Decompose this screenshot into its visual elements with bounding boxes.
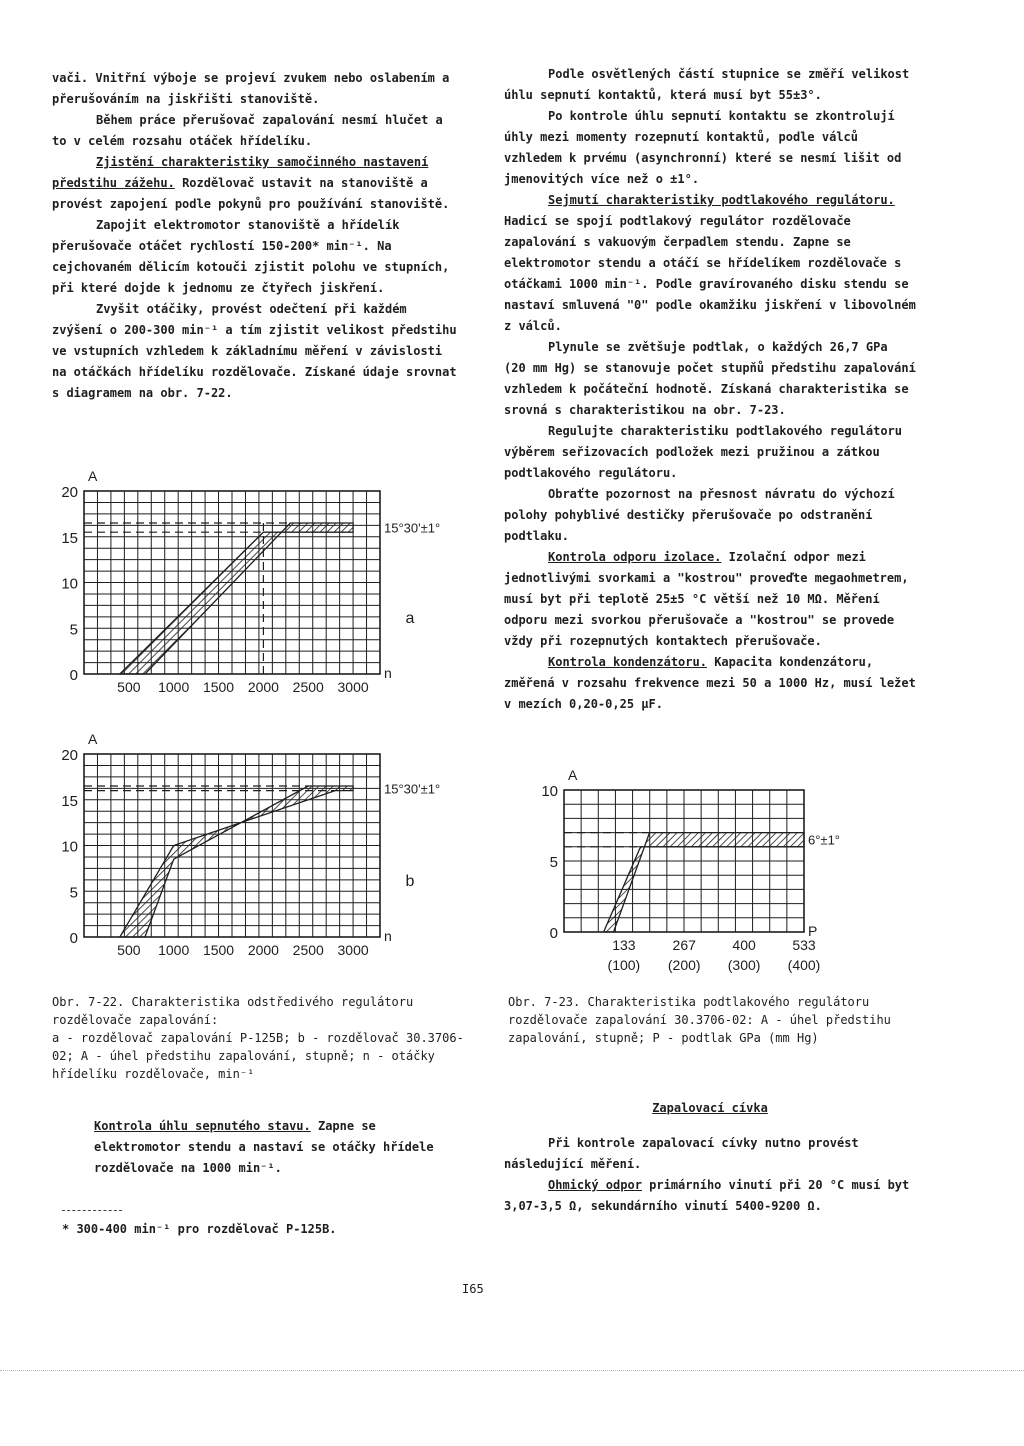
- chart-vacuum: [520, 767, 900, 980]
- right-paragraph-8-text: Kapacita kondenzátoru, změřená v rozsahu frekvence mezi 50 a 1000 Hz, musí ležet v mezích 0,20-0,25 µF.: [504, 655, 916, 711]
- bottom-left-paragraph: [94, 1116, 464, 1179]
- x-tick-label: 400: [732, 937, 756, 953]
- section-title-insulation: Kontrola odporu izolace.: [548, 550, 722, 564]
- bottom-right-paragraph-2-text: primárního vinutí při 20 °C musí byt 3,07-3,5 Ω, sekundárního vinutí 5400-9200 Ω.: [504, 1178, 910, 1213]
- x-tick-label: 500: [117, 679, 141, 695]
- right-paragraph-6: Obraťte pozornost na přesnost návratu do výchozí polohy pohyblivé destičky přerušovače po odstranění podtlaku.: [504, 487, 895, 543]
- y-tick-label: 20: [61, 484, 78, 501]
- y-tick-label: 5: [69, 884, 78, 902]
- x-tick-label: 1500: [202, 942, 235, 958]
- chart-grid: [564, 790, 804, 932]
- x-tick-label-mmhg: (400): [787, 957, 821, 973]
- x-axis-label: n: [384, 928, 392, 944]
- x-axis-label: P: [808, 923, 818, 939]
- x-tick-label: 3000: [337, 679, 369, 695]
- right-column: [504, 64, 916, 715]
- y-tick-label: 5: [549, 854, 558, 871]
- left-paragraph-3-text: Rozdělovač ustavit na stanoviště a provést zapojení podle pokynů pro používání stanoviště.: [52, 176, 450, 211]
- x-tick-label-mmhg: (100): [607, 957, 641, 973]
- x-axis-label: n: [384, 665, 392, 681]
- section-title-coil: Zapalovací cívka: [652, 1101, 768, 1115]
- bottom-scan-line: [0, 1370, 1024, 1371]
- right-paragraph-5: Regulujte charakteristiku podtlakového regulátoru výběrem seřizovacích podložek mezi pružinou a zátkou podtlakového regulátoru.: [504, 424, 903, 480]
- y-tick-label: 5: [69, 621, 78, 639]
- x-tick-label: 1500: [202, 679, 235, 695]
- section-title-ohmic: Ohmický odpor: [548, 1178, 642, 1192]
- section-title-vacuum: Sejmutí charakteristiky podtlakového regulátoru.: [548, 193, 895, 207]
- right-paragraph-7-text: Izolační odpor mezi jednotlivými svorkami a "kostrou" proveďte megaohmetrem, musí byt při teplotě 25±5 °C větší než 10 MΩ. Měření odporu mezi svorkou přerušovače a "kostrou" se provede vždy při rozepnutých kontaktech přerušovače.: [504, 550, 909, 648]
- y-tick-label: 10: [541, 783, 558, 800]
- right-paragraph-3-text: Hadicí se spojí podtlakový regulátor rozdělovače zapalování s vakuovým čerpadlem stendu. Zapne se elektromotor stendu a otáčí se hřídelíkem rozdělovače s otáčkami 1000 min⁻¹. Podle gravírovaného disku stendu se nastaví smluvená "0" podle okamžiku jiskření v libovolném z válců.: [504, 214, 916, 333]
- bottom-left-block: [94, 1116, 464, 1179]
- section-title-centrifugal: Zjistění charakteristiky samočinného nastavení předstihu zážehu.: [52, 155, 429, 190]
- left-paragraph-5: Zvyšit otáčiky, provést odečtení při každém zvýšení o 200-300 min⁻¹ a tím zjistit velikost předstihu ve vstupních vzhledem k základnímu měření v závislosti na otáčkách hřídelíku rozdělovače. Získané údaje srovnat s diagramem na obr. 7-22.: [52, 302, 457, 400]
- x-tick-label: 267: [672, 937, 696, 953]
- bottom-right-paragraph-2: [504, 1175, 916, 1217]
- x-tick-label: 2500: [292, 942, 324, 958]
- section-heading-coil: [504, 1098, 916, 1119]
- footnote: * 300-400 min⁻¹ pro rozdělovač P-125B.: [62, 1222, 337, 1236]
- left-paragraph-3: [52, 152, 460, 215]
- right-paragraph-7: [504, 547, 916, 652]
- y-tick-label: 0: [69, 930, 78, 947]
- chart-panel-label: a: [405, 609, 415, 627]
- section-title-capacitor: Kontrola kondenzátoru.: [548, 655, 707, 669]
- x-tick-label: 2000: [247, 942, 279, 958]
- y-tick-label: 0: [69, 667, 78, 684]
- chart-centrifugal-b: [40, 732, 480, 982]
- caption-fig-7-22-line1: Obr. 7-22. Charakteristika odstředivého regulátoru rozdělovače zapalování:: [52, 995, 414, 1027]
- y-axis-label: A: [88, 468, 98, 484]
- x-tick-label-mmhg: (300): [727, 957, 761, 973]
- x-tick-label: 3000: [337, 942, 369, 958]
- y-tick-label: 20: [61, 747, 78, 764]
- y-axis-label: A: [568, 767, 578, 783]
- right-paragraph-8: [504, 652, 916, 715]
- x-tick-label: 2500: [292, 679, 324, 695]
- x-tick-label: 500: [117, 942, 141, 958]
- y-tick-label: 0: [549, 925, 558, 942]
- right-paragraph-4: Plynule se zvětšuje podtlak, o každých 26,7 GPa (20 mm Hg) se stanovuje počet stupňů předstihu zapalování vzhledem k počáteční hodnotě. Získaná charakteristika se srovná s charakteristikou na obr. 7-23.: [504, 340, 916, 417]
- chart-panel-label: b: [405, 872, 415, 890]
- chart-band: [604, 833, 804, 932]
- chart-annotation: 15°30'±1°: [384, 781, 441, 797]
- caption-fig-7-22-line2: a - rozdělovač zapalování P-125B; b - rozdělovač 30.3706-02; A - úhel předstihu zapalování, stupně; n - otáčky hřídelíku rozdělovače, min⁻¹: [52, 1031, 464, 1081]
- bottom-left-text: Zapne se elektromotor stendu a nastaví se otáčky hřídele rozdělovače na 1000 min⁻¹.: [94, 1119, 434, 1175]
- chart-grid: [84, 754, 380, 937]
- chart-centrifugal-a: [40, 465, 480, 715]
- y-tick-label: 10: [61, 575, 78, 593]
- caption-fig-7-23: Obr. 7-23. Charakteristika podtlakového regulátoru rozdělovače zapalování 30.3706-02: A - úhel předstihu zapalování, stupně; P - podtlak GPa (mm Hg): [508, 995, 891, 1045]
- y-tick-label: 15: [61, 529, 78, 547]
- section-title-dwell: Kontrola úhlu sepnutého stavu.: [94, 1119, 311, 1133]
- bottom-right-paragraph-1: Při kontrole zapalovací cívky nutno provést následující měření.: [504, 1136, 859, 1171]
- x-tick-label: 133: [612, 937, 636, 953]
- x-tick-label: 533: [792, 937, 816, 953]
- footnote-rule: [62, 1210, 122, 1211]
- y-tick-label: 15: [61, 792, 78, 810]
- right-paragraph-3: [504, 190, 916, 337]
- x-tick-label: 2000: [247, 679, 279, 695]
- caption-fig-7-22: [52, 993, 470, 1083]
- page-number: I65: [462, 1282, 484, 1296]
- x-tick-label-mmhg: (200): [667, 957, 701, 973]
- right-paragraph-1: Podle osvětlených částí stupnice se změří velikost úhlu sepnutí kontaktů, která musí byt 55±3°.: [504, 67, 910, 102]
- chart-annotation: 6°±1°: [808, 832, 840, 848]
- left-paragraph-4: Zapojit elektromotor stanoviště a hřídelík přerušovače otáčet rychlostí 150-200* min⁻¹. Na cejchovaném dělicím kotouči zjistit polohu ve stupních, při které dojde k jednomu ze čtyřech jiskření.: [52, 218, 450, 295]
- bottom-right-block: [504, 1098, 916, 1217]
- right-paragraph-2: Po kontrole úhlu sepnutí kontaktu se zkontrolují úhly mezi momenty rozepnutí kontaktů, podle válců vzhledem k prvému (asynchronní) které se nesmí lišit od jmenovitých více než o ±1°.: [504, 109, 902, 186]
- chart-annotation: 15°30'±1°: [384, 520, 441, 536]
- left-column: [52, 68, 460, 404]
- x-tick-label: 1000: [158, 942, 190, 958]
- x-tick-label: 1000: [158, 679, 190, 695]
- left-paragraph-1: vači. Vnitřní výboje se projeví zvukem nebo oslabením a přerušováním na jiskřišti stanoviště.: [52, 71, 450, 106]
- y-tick-label: 10: [61, 838, 78, 856]
- y-axis-label: A: [88, 731, 98, 747]
- left-paragraph-2: Během práce přerušovač zapalování nesmí hlučet a to v celém rozsahu otáček hřídelíku.: [52, 113, 443, 148]
